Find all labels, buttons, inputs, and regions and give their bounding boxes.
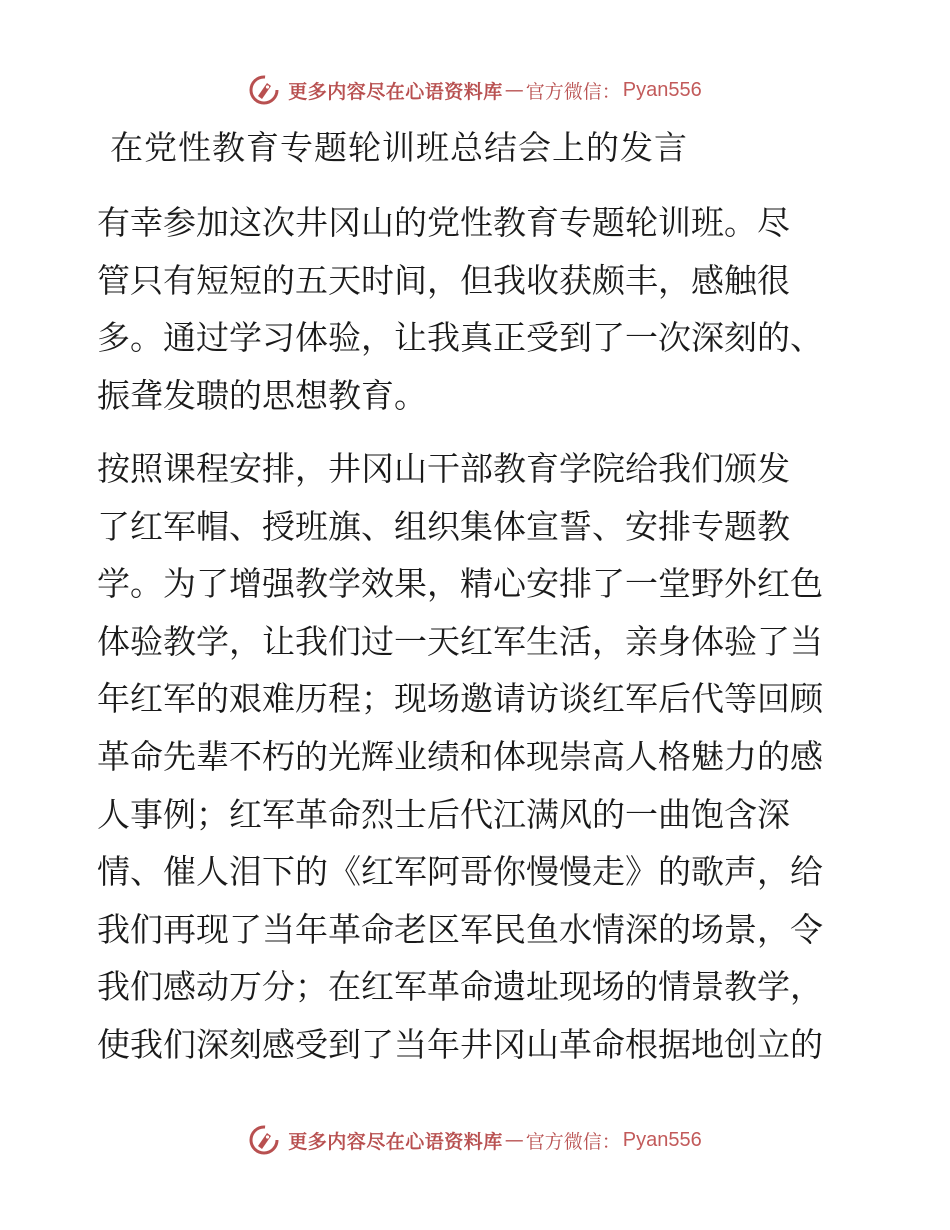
text-line: 按照课程安排，井冈山干部教育学院给我们颁发 — [97, 449, 790, 488]
text-line: 人事例；红军革命烈士后代江满风的一曲饱含深 — [97, 794, 790, 834]
header-watermark — [0, 70, 950, 110]
paragraph-2 — [97, 440, 857, 1074]
pen-nib-circle-icon — [248, 74, 280, 106]
text-line: 振聋发聩的思想教育。 — [97, 375, 427, 415]
text-line: 学。为了增强教学效果，精心安排了一堂野外红色 — [97, 564, 823, 604]
document-title: 在党性教育专题轮训班总结会上的发言 — [110, 128, 688, 167]
text-line: 革命先辈不朽的光辉业绩和体现崇高人格魅力的感 — [97, 736, 823, 776]
text-line: 情、催人泪下的《红军阿哥你慢慢走》的歌声，给 — [97, 852, 823, 892]
text-line: 管只有短短的五天时间，但我收获颇丰，感触很 — [97, 260, 790, 300]
text-line: 我们再现了当年革命老区军民鱼水情深的场景，令 — [97, 909, 823, 949]
watermark-text: 更多内容尽在心语资料库 — [288, 80, 503, 103]
wechat-id: Pyan556 — [622, 78, 702, 101]
wechat-label: 官方微信： — [525, 80, 621, 103]
watermark-dash: — — [504, 79, 524, 101]
text-line: 了红军帽、授班旗、组织集体宣誓、安排专题教 — [97, 506, 790, 546]
text-line: 年红军的艰难历程；现场邀请访谈红军后代等回顾 — [97, 679, 823, 719]
footer-watermark — [0, 1120, 950, 1160]
pen-nib-circle-icon — [248, 1124, 280, 1156]
watermark-text: 更多内容尽在心语资料库 — [288, 1130, 503, 1153]
text-line: 有幸参加这次井冈山的党性教育专题轮训班。尽 — [97, 203, 790, 242]
wechat-id: Pyan556 — [622, 1128, 702, 1151]
wechat-label: 官方微信： — [525, 1130, 621, 1153]
text-line: 多。通过学习体验，让我真正受到了一次深刻的、 — [97, 318, 823, 358]
paragraph-1 — [97, 194, 857, 424]
watermark-dash: — — [504, 1129, 524, 1151]
text-line: 我们感动万分；在红军革命遗址现场的情景教学， — [97, 967, 823, 1007]
text-line: 体验教学，让我们过一天红军生活，亲身体验了当 — [97, 621, 823, 661]
text-line: 使我们深刻感受到了当年井冈山革命根据地创立的 — [97, 1024, 823, 1064]
